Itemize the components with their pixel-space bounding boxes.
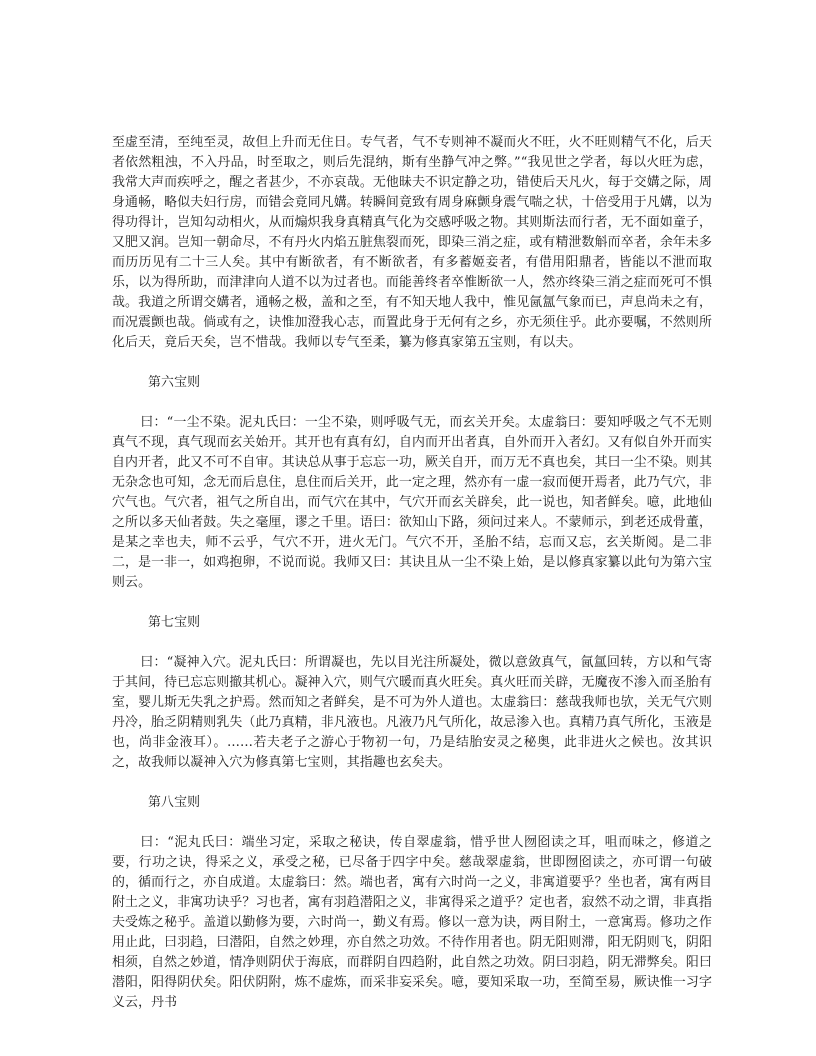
section-7-body: 曰：“凝神入穴。泥丸氏曰：所谓凝也，先以目光注所凝处，微以意敛真气，氤氲回转，方以和气寄于其间，待已忘忘则撤其机心。凝神入穴，则气穴暖而真火旺矣。真火旺而关辟，无魔夜不渗入而圣胎有室，婴儿斯无失乳之护焉。然而知之者鲜矣，是不可为外人道也。太虚翁曰：慈哉我师也欤，关无气穴则丹冷，胎乏阴精则乳失（此乃真精，非凡液也。凡液乃凡气所化，故忌渗入也。真精乃真气所化，玉液是也，尚非金液耳）。……若夫老子之游心于物初一句，乃是结胎安灵之秘奥，此非进火之候也。汝其识之，故我师以凝神入穴为修真第七宝则，其指趣也玄矣夫。 xyxy=(112,655,712,770)
spacer xyxy=(112,353,712,373)
section-6-heading: 第六宝则 xyxy=(148,375,201,390)
spacer xyxy=(112,633,712,653)
spacer xyxy=(112,393,712,413)
section-8-body: 曰：“泥丸氏曰：端坐习定，采取之秘诀，传自翠虚翁，惜乎世人囫囵读之耳，咀而味之，修道之要，行功之诀，得采之义，承受之秘，已尽备于四字中矣。慈哉翠虚翁，世即囫囵读之，亦可谓一句破的，循而行之，亦自成道。太虚翁曰：然。端也者，寓有六时尚一之义，非寓道要乎？坐也者，寓有两目附土之义，非寓功诀乎？习也者，寓有羽趋潜阳之义，非寓得采之道乎？定也者，寂然不动之谓，非真指夫受炼之秘乎。盖道以勤修为要，六时尚一，勤义有焉。修以一意为诀，两目附土，一意寓焉。修功之作用止此，曰羽趋，曰潜阳，自然之妙理，亦自然之功效。不待作用者也。阴无阳则滞，阳无阴则飞，阴阳相须，自然之妙道，情净则阴伏于海底，而群阴自四趋附，此自然之功效。阴曰羽趋，阴无滞弊矣。阳曰潜阳，阳得阴伏矣。阳伏阴附，炼不虚炼，而采非妄采矣。噫，要知采取一功，至简至易，厥诀惟一习字义云，丹书 xyxy=(112,835,712,1010)
section-7-heading: 第七宝则 xyxy=(148,615,201,630)
section-5-body: 至虚至清，至纯至灵，故但上升而无住日。专气者，气不专则神不凝而火不旺，火不旺则精气不化，后天者依然粗浊，不入丹品，时至取之，则后先混纳，斯有坐静气冲之弊。”“我见世之学者，每以火旺为虑，我常大声而疾呼之，醒之者甚少，不亦哀哉。无他昧夫不识定静之功，错使后天凡火，每于交媾之际，周身通畅，略似夫妇行房，而错会竟同凡媾。转瞬间竟致有周身麻颤身震气喘之状，十倍受用于凡媾，以为得功得计，岂知勾动相火，从而煽炽我身真精真气化为交感呼吸之物。其则斯法而行者，无不面如童子，又肥又润。岂知一朝命尽，不有丹火内焰五脏焦裂而死，即染三消之症，或有精泄数斛而卒者，余年未多而历历见有二十三人矣。其中有断欲者，有不断欲者，有多蓄姬妾者，有借用阳鼎者，皆能以不泄而取乐，以为得所助，而津津向人道不以为过者也。而能善终者卒惟断欲一人，然亦终染三消之症而死可不惧哉。我道之所谓交媾者，通畅之极，盖和之至，有不知天地人我中，惟见氤氲气象而已，声息尚未之有，而况震颤也哉。倘或有之，诀惟加澄我心志，而置此身于无何有之乡，亦无须住乎。此亦要嘱，不然则所化后天，竟后天矣，岂不惜哉。我师以专气至柔，纂为修真家第五宝则，有以夫。 xyxy=(112,135,712,350)
spacer xyxy=(112,813,712,833)
section-6-body: 曰：“一尘不染。泥丸氏曰：一尘不染，则呼吸气无，而玄关开矣。太虚翁曰：要知呼吸之气不无则真气不现，真气现而玄关始开。其开也有真有幻，自内而开出者真，自外而开入者幻。又有似自外开而实自内开者，此又不可不自审。其诀总从事于忘忘一功，厥关自开，而万无不真也矣，其曰一尘不染。则其无杂念也可知，念无而后息住，息住而后关开，此一定之理，然亦有一虚一寂而便开焉者，此乃气穴，非穴气也。气穴者，祖气之所自出，而气穴在其中，气穴开而玄关辟矣，此一说也，知者鲜矣。噫，此地仙之所以多天仙者鼓。失之毫厘，谬之千里。语曰：欲知山下路，须问过来人。不蒙师示，到老还成骨董，是某之幸也夫，师不云乎，气穴不开，进火无门。气穴不开，圣胎不结，忘而又忘，玄关斯阅。是二非二，是一非一，如鸡抱卵，不说而说。我师又曰：其诀且从一尘不染上始，是以修真家纂以此句为第六宝则云。 xyxy=(112,415,712,590)
spacer xyxy=(112,773,712,793)
spacer xyxy=(112,593,712,613)
section-8-heading: 第八宝则 xyxy=(148,795,201,810)
